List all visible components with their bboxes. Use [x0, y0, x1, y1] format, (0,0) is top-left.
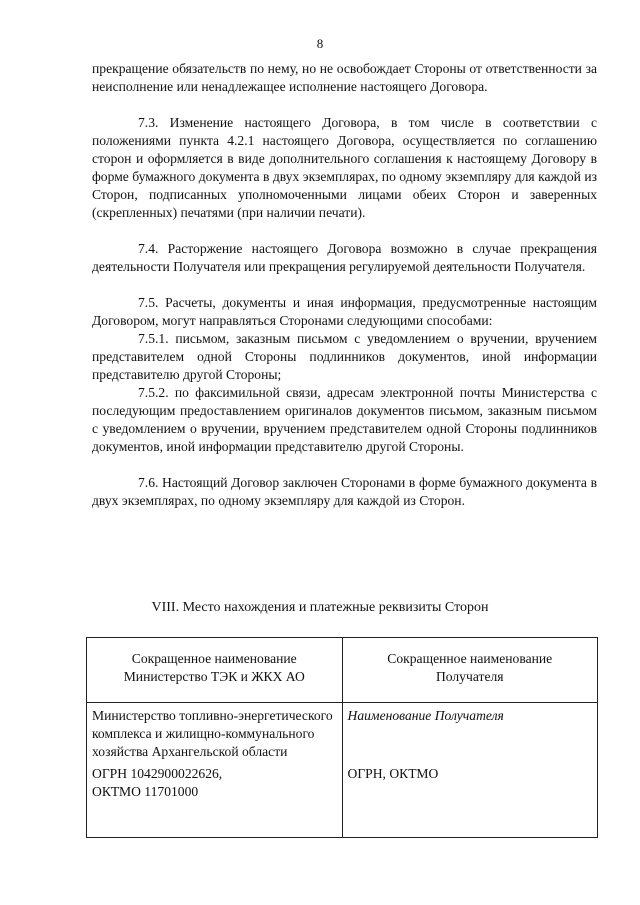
right-header-cell — [342, 638, 598, 703]
recipient-codes: ОГРН, ОКТМО — [347, 766, 439, 781]
document-body — [92, 60, 597, 510]
left-header-line: Сокращенное наименование — [131, 651, 297, 666]
paragraph-7-4: 7.4. Расторжение настоящего Договора возможно в случае прекращения деятельности Получателя или прекращения регулируемой деятельности Получателя. — [92, 241, 597, 274]
recipient-name-placeholder: Наименование Получателя — [347, 708, 504, 723]
table-header-row — [87, 638, 598, 703]
paragraph-7-6: 7.6. Настоящий Договор заключен Сторонами в форме бумажного документа в двух экземплярах, по одному экземпляру для каждой из Сторон. — [92, 475, 597, 508]
table-body-row — [87, 703, 598, 838]
section-title: VIII. Место нахождения и платежные реквизиты Сторон — [151, 600, 489, 615]
paragraph-7-5-2: 7.5.2. по факсимильной связи, адресам электронной почты Министерства с последующим предоставлением оригиналов документов письмом, заказным письмом с уведомлением о вручении, вручением представителем одной Стороны подлинников документов, иной информации представителю другой Стороны. — [92, 385, 597, 454]
right-body-cell — [342, 703, 598, 838]
right-header-line: Сокращенное наименование — [387, 651, 553, 666]
paragraph-7-3: 7.3. Изменение настоящего Договора, в том числе в соответствии с положениями пункта 4.2.1 настоящего Договора, осуществляется по соглашению сторон и оформляется в виде дополнительного соглашения к настоящему Договору в форме бумажного документа в двух экземплярах, по одному экземпляру для каждой из Сторон, подписанных уполномоченными лицами обеих Сторон и заверенных (скрепленных) печатями (при наличии печати). — [92, 115, 597, 220]
oktmo-value: ОКТМО 11701000 — [92, 784, 199, 799]
left-header-cell — [87, 638, 343, 703]
paragraph-7-5: 7.5. Расчеты, документы и иная информация, предусмотренные настоящим Договором, могут направляться Сторонами следующими способами: — [92, 295, 597, 328]
ministry-name: Министерство топливно-энергетического комплекса и жилищно-коммунального хозяйства Архангельской области — [92, 708, 333, 759]
paragraph-7-5-1: 7.5.1. письмом, заказным письмом с уведомлением о вручении, вручением представителем одной Стороны подлинников документов, иной информации представителю другой Стороны; — [92, 331, 597, 382]
left-header-line: Министерство ТЭК и ЖКХ АО — [123, 669, 305, 684]
requisites-table — [86, 637, 598, 838]
ogrn-value: ОГРН 1042900022626, — [92, 766, 223, 781]
right-header-line: Получателя — [435, 669, 504, 684]
left-body-cell — [87, 703, 343, 838]
paragraph-continuation: прекращение обязательств по нему, но не освобождает Стороны от ответственности за неисполнение или ненадлежащее исполнение настоящего Договора. — [92, 61, 597, 94]
page-number: 8 — [316, 36, 324, 51]
